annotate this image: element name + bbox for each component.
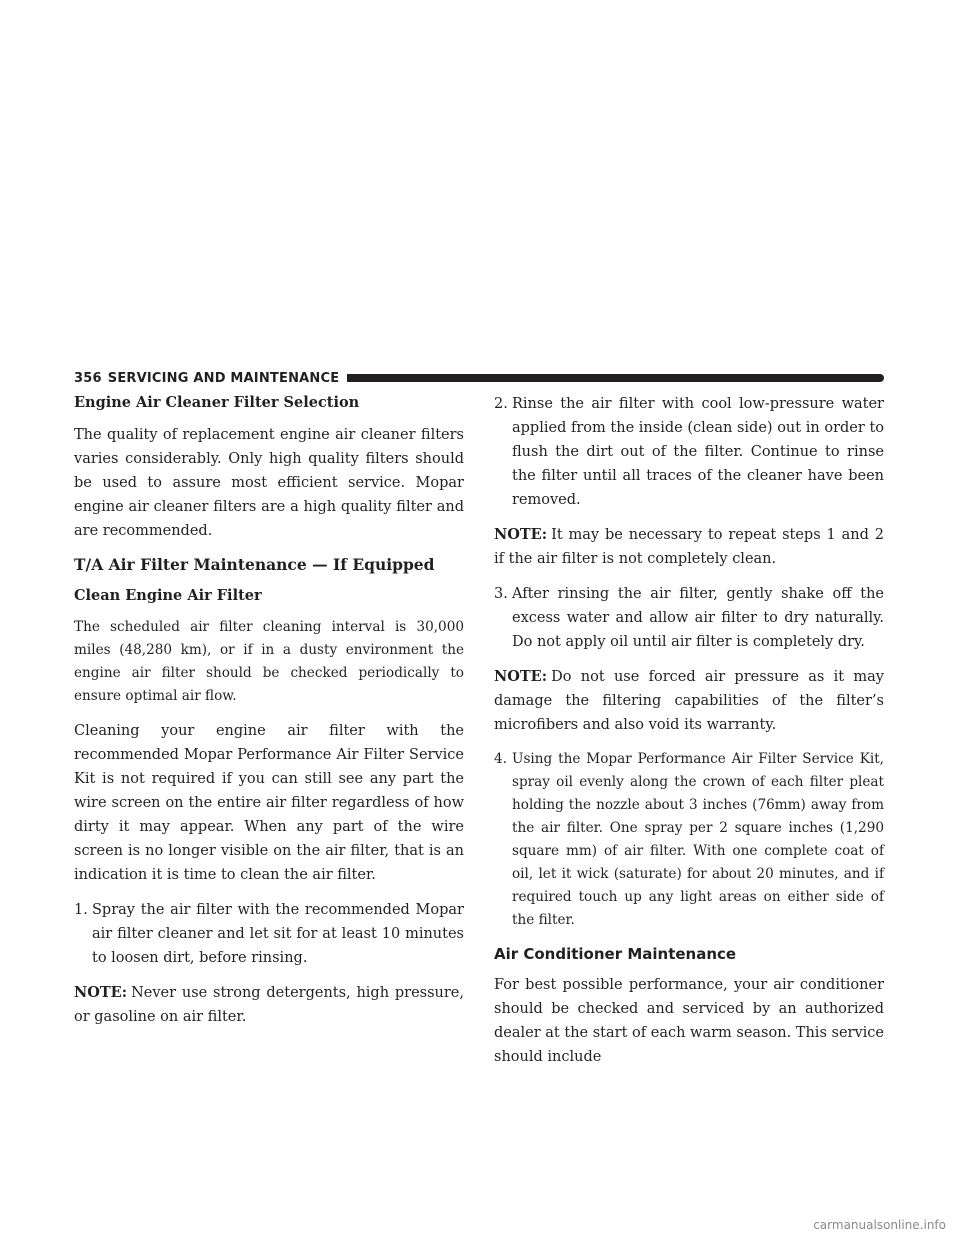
heading-ac-maintenance: Air Conditioner Maintenance	[494, 945, 737, 963]
step-2	[494, 392, 884, 512]
step-3	[494, 582, 884, 654]
section-title: SERVICING AND MAINTENANCE	[107, 370, 340, 386]
note-2-label: NOTE:	[494, 526, 548, 543]
note-2-text: It may be necessary to repeat steps 1 and 2 if the air filter is not completely clean.	[494, 527, 884, 567]
note-2	[494, 523, 884, 571]
step-2-number: 2.	[494, 396, 508, 412]
paragraph-cleaning-requirement: Cleaning your engine air filter with the recommended Mopar Performance Air Filter Service Kit is not required if you can still see any part the wire screen on the entire air filter regardless of how dirty it may appear. When any part of the wire screen is no longer visible on the air filter, that is an indication it is time to clean the air filter.	[74, 723, 464, 883]
step-4-number: 4.	[494, 751, 507, 767]
step-3-number: 3.	[494, 586, 508, 602]
step-1-number: 1.	[74, 902, 88, 918]
heading-ta-air-filter: T/A Air Filter Maintenance — If Equipped	[74, 555, 435, 574]
right-column	[494, 392, 884, 1080]
page-number: 356	[74, 370, 102, 386]
heading-filter-selection: Engine Air Cleaner Filter Selection	[74, 394, 360, 411]
watermark: carmanualsonline.info	[813, 1218, 946, 1232]
paragraph-ac-maintenance: For best possible performance, your air conditioner should be checked and serviced by an authorized dealer at the start of each warm season. This service should include	[494, 977, 884, 1065]
note-3	[494, 665, 884, 737]
heading-clean-air-filter: Clean Engine Air Filter	[74, 587, 262, 604]
note-1-label: NOTE:	[74, 984, 128, 1001]
note-1-text: Never use strong detergents, high pressure, or gasoline on air filter.	[74, 985, 464, 1025]
left-column	[74, 392, 464, 1040]
step-4	[494, 748, 884, 932]
step-1-text: Spray the air filter with the recommended Mopar air filter cleaner and let sit for at least 10 minutes to loosen dirt, before rinsing.	[92, 902, 464, 966]
step-1	[74, 898, 464, 970]
paragraph-cleaning-interval: The scheduled air filter cleaning interval is 30,000 miles (48,280 km), or if in a dusty environment the engine air filter should be checked periodically to ensure optimal air flow.	[74, 619, 464, 704]
paragraph-filter-selection: The quality of replacement engine air cleaner filters varies considerably. Only high quality filters should be used to assure most efficient service. Mopar engine air cleaner filters are a high quality filter and are recommended.	[74, 427, 464, 539]
header-rule	[347, 374, 884, 382]
page-header	[74, 370, 884, 386]
step-2-text: Rinse the air filter with cool low-pressure water applied from the inside (clean side) out in order to flush the dirt out of the filter. Continue to rinse the filter until all traces of the cleaner have been removed.	[512, 396, 884, 508]
step-4-text: Using the Mopar Performance Air Filter Service Kit, spray oil evenly along the crown of each filter pleat holding the nozzle about 3 inches (76mm) away from the air filter. One spray per 2 square inches (1,290 square mm) of air filter. With one complete coat of oil, let it wick (saturate) for about 20 minutes, and if required touch up any light areas on either side of the filter.	[512, 751, 884, 928]
note-1	[74, 981, 464, 1029]
note-3-text: Do not use forced air pressure as it may damage the filtering capabilities of the filter’s microfibers and also void its warranty.	[494, 669, 884, 733]
step-3-text: After rinsing the air filter, gently shake off the excess water and allow air filter to dry naturally. Do not apply oil until air filter is completely dry.	[512, 586, 884, 650]
note-3-label: NOTE:	[494, 668, 548, 685]
